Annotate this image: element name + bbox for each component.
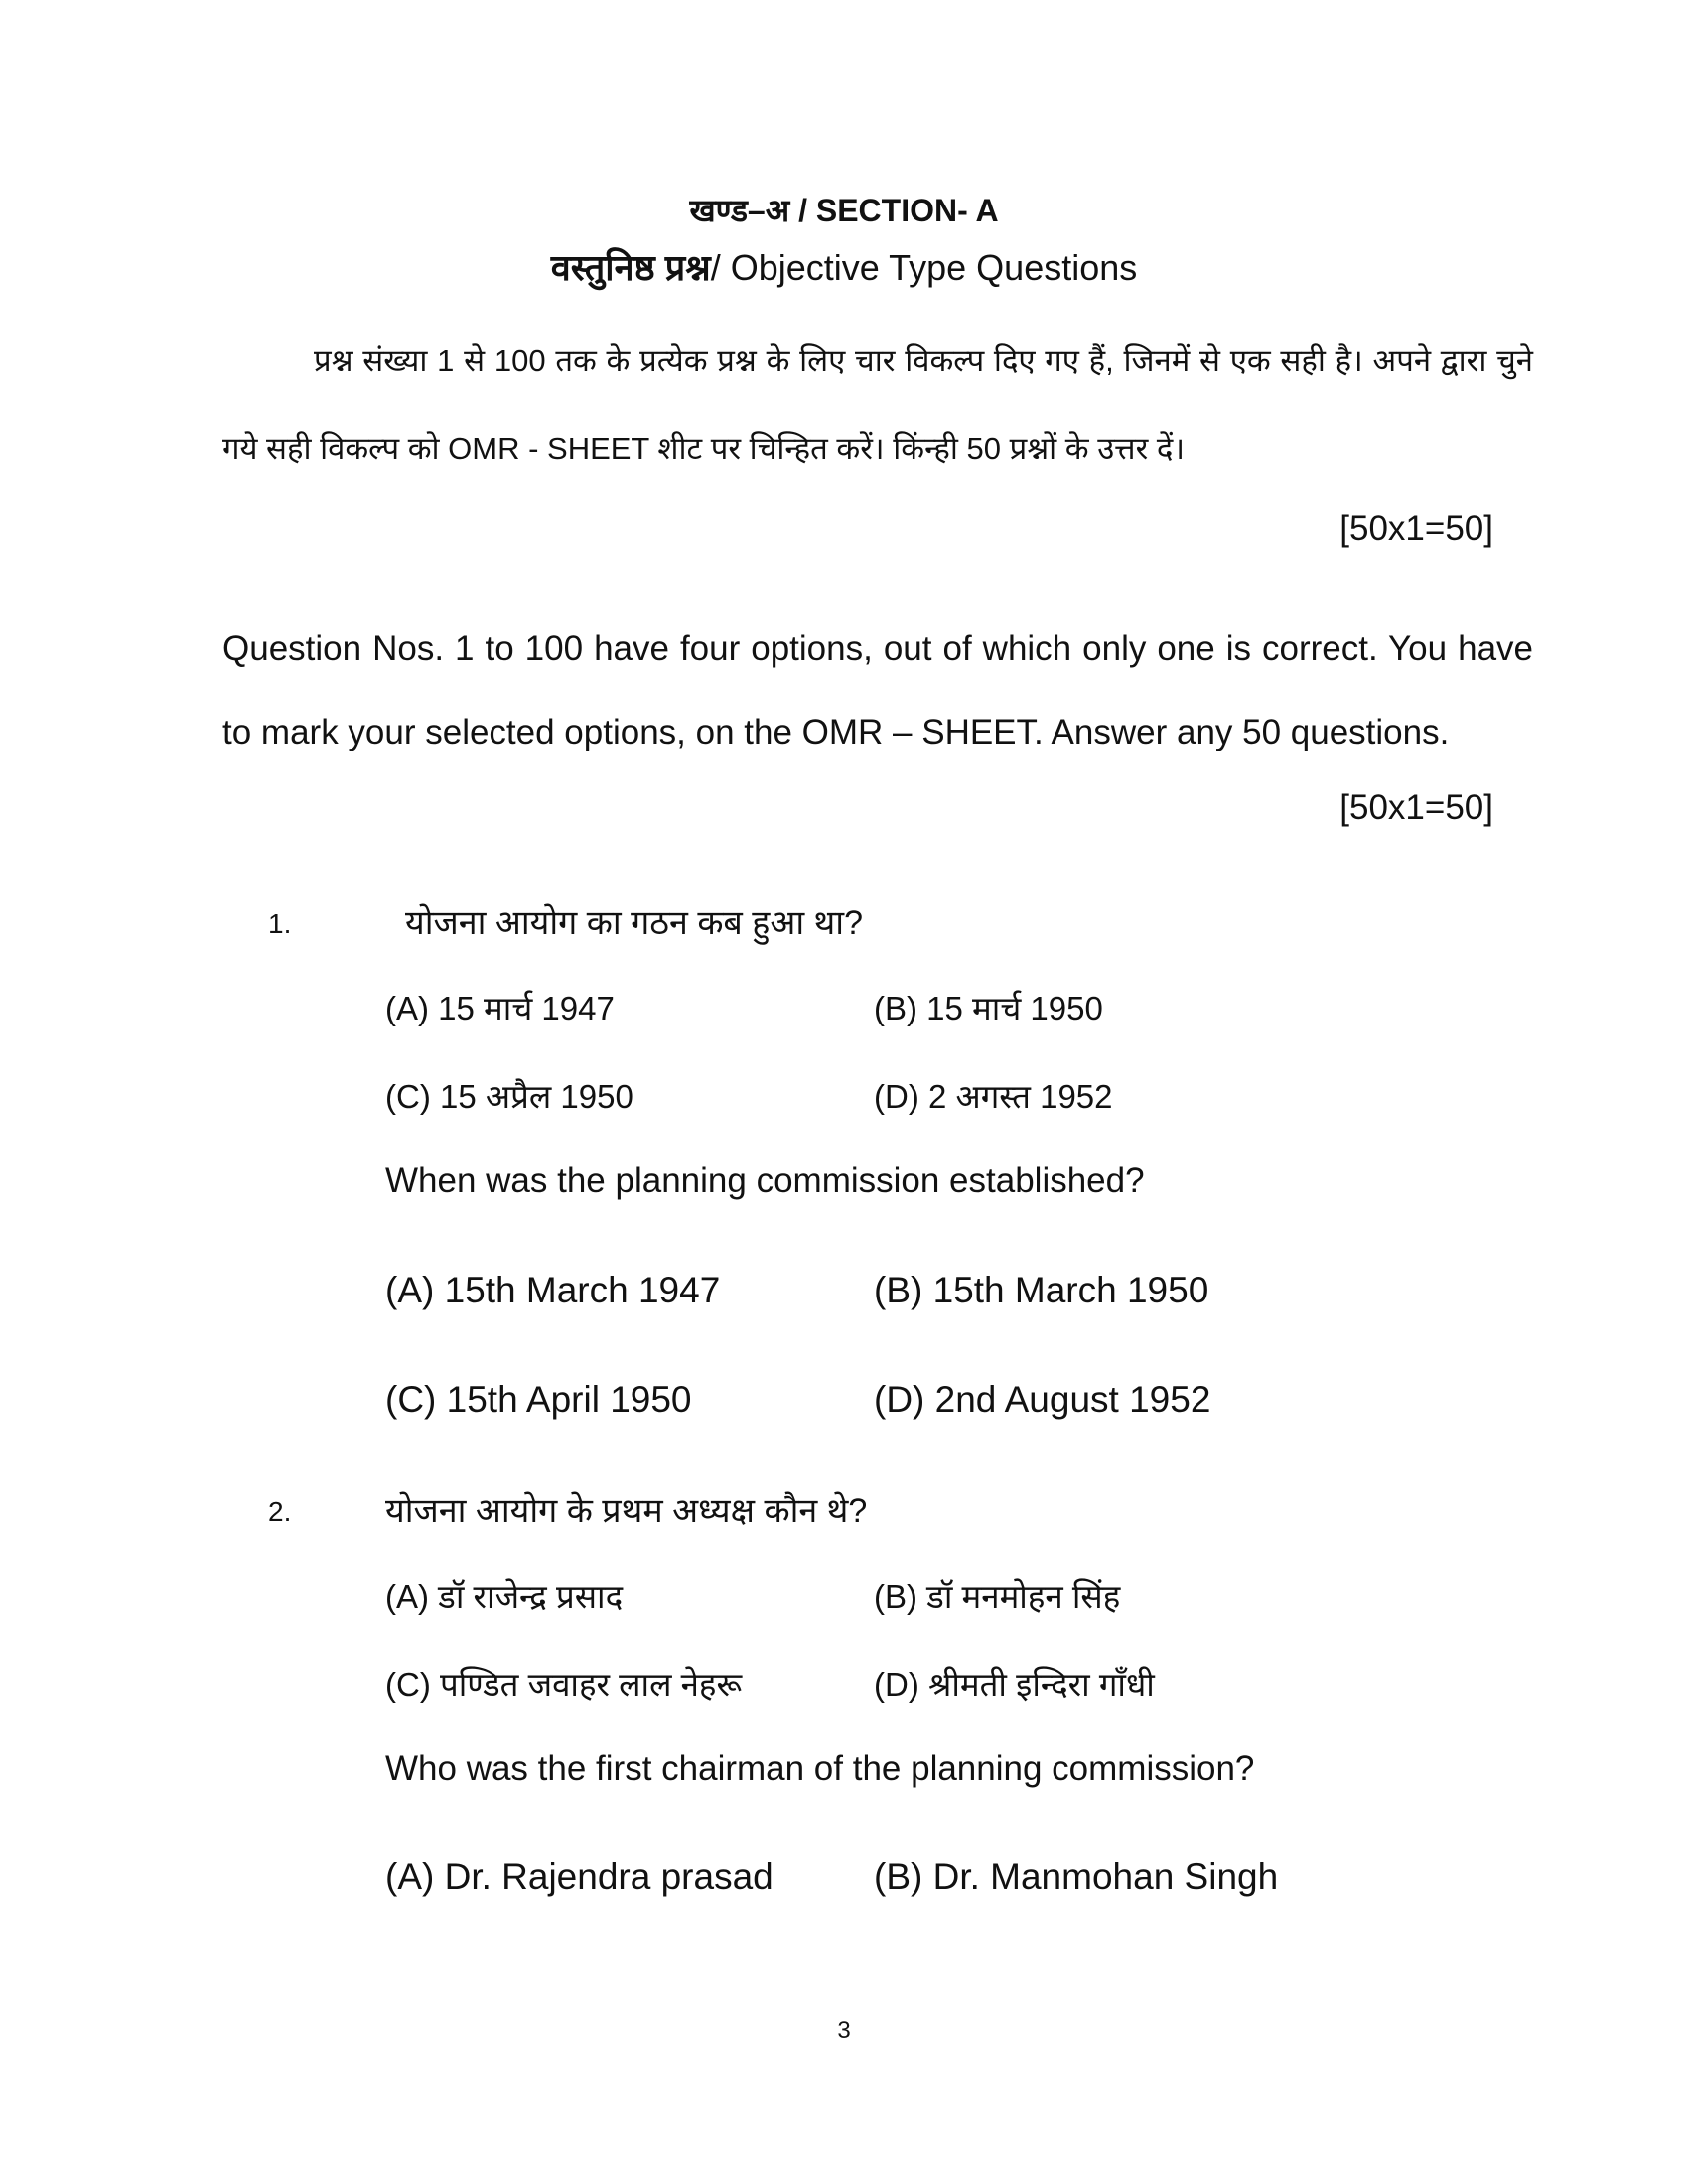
question-text-hindi: योजना आयोग के प्रथम अध्यक्ष कौन थे? (385, 1492, 868, 1530)
option-a-english: (A) 15th March 1947 (385, 1270, 721, 1310)
section-heading (0, 189, 1688, 231)
option-b-english: (B) Dr. Manmohan Singh (874, 1856, 1279, 1897)
instructions-english: Question Nos. 1 to 100 have four options, out of which only one is correct. You have to mark your selected options, on the OMR – SHEET. Answer any 50 questions. (222, 629, 1533, 751)
instructions-hindi: प्रश्न संख्या 1 से 100 तक के प्रत्येक प्रश्न के लिए चार विकल्प दिए गए हैं, जिनमें से एक सही है। अपने द्वारा चुने गये सही विकल्प को OMR - SHEET शीट पर चिन्हित करें। किंन्ही 50 प्रश्नों के उत्तर दें। (222, 343, 1533, 466)
question-text-hindi: योजना आयोग का गठन कब हुआ था? (405, 904, 863, 942)
option-a-english: (A) Dr. Rajendra prasad (385, 1856, 774, 1897)
option-d-english: (D) 2nd August 1952 (874, 1379, 1211, 1420)
question-type-separator: / (710, 247, 731, 288)
option-b-english: (B) 15th March 1950 (874, 1270, 1209, 1310)
option-c-english: (C) 15th April 1950 (385, 1379, 692, 1420)
option-d-hindi: (D) श्रीमती इन्दिरा गाँधी (874, 1666, 1155, 1703)
question-number: 2. (268, 1496, 292, 1527)
page-number: 3 (837, 2017, 851, 2044)
question-type-hindi: वस्तुनिष्ठ प्रश्न (550, 247, 711, 288)
option-d-hindi: (D) 2 अगस्त 1952 (874, 1078, 1113, 1115)
option-c-hindi: (C) 15 अप्रैल 1950 (385, 1078, 633, 1115)
question-number: 1. (268, 908, 292, 939)
option-a-hindi: (A) डॉ राजेन्द्र प्रसाद (385, 1578, 624, 1615)
option-a-hindi: (A) 15 मार्च 1947 (385, 990, 615, 1026)
option-b-hindi: (B) 15 मार्च 1950 (874, 990, 1103, 1026)
question-type-english: Objective Type Questions (730, 247, 1138, 288)
section-title-hindi: खण्ड–अ (689, 193, 790, 228)
question-text-english: When was the planning commission established? (385, 1161, 1145, 1200)
question-text-english: Who was the first chairman of the planning commission? (385, 1749, 1255, 1788)
option-b-hindi: (B) डॉ मनमोहन सिंह (874, 1578, 1121, 1615)
marks-english: [50x1=50] (1339, 788, 1493, 827)
marks-hindi: [50x1=50] (1339, 509, 1493, 548)
option-c-hindi: (C) पण्डित जवाहर लाल नेहरू (385, 1666, 743, 1703)
question-type-heading (0, 242, 1688, 291)
section-title-english: SECTION- A (815, 193, 999, 228)
section-separator: / (789, 193, 816, 228)
